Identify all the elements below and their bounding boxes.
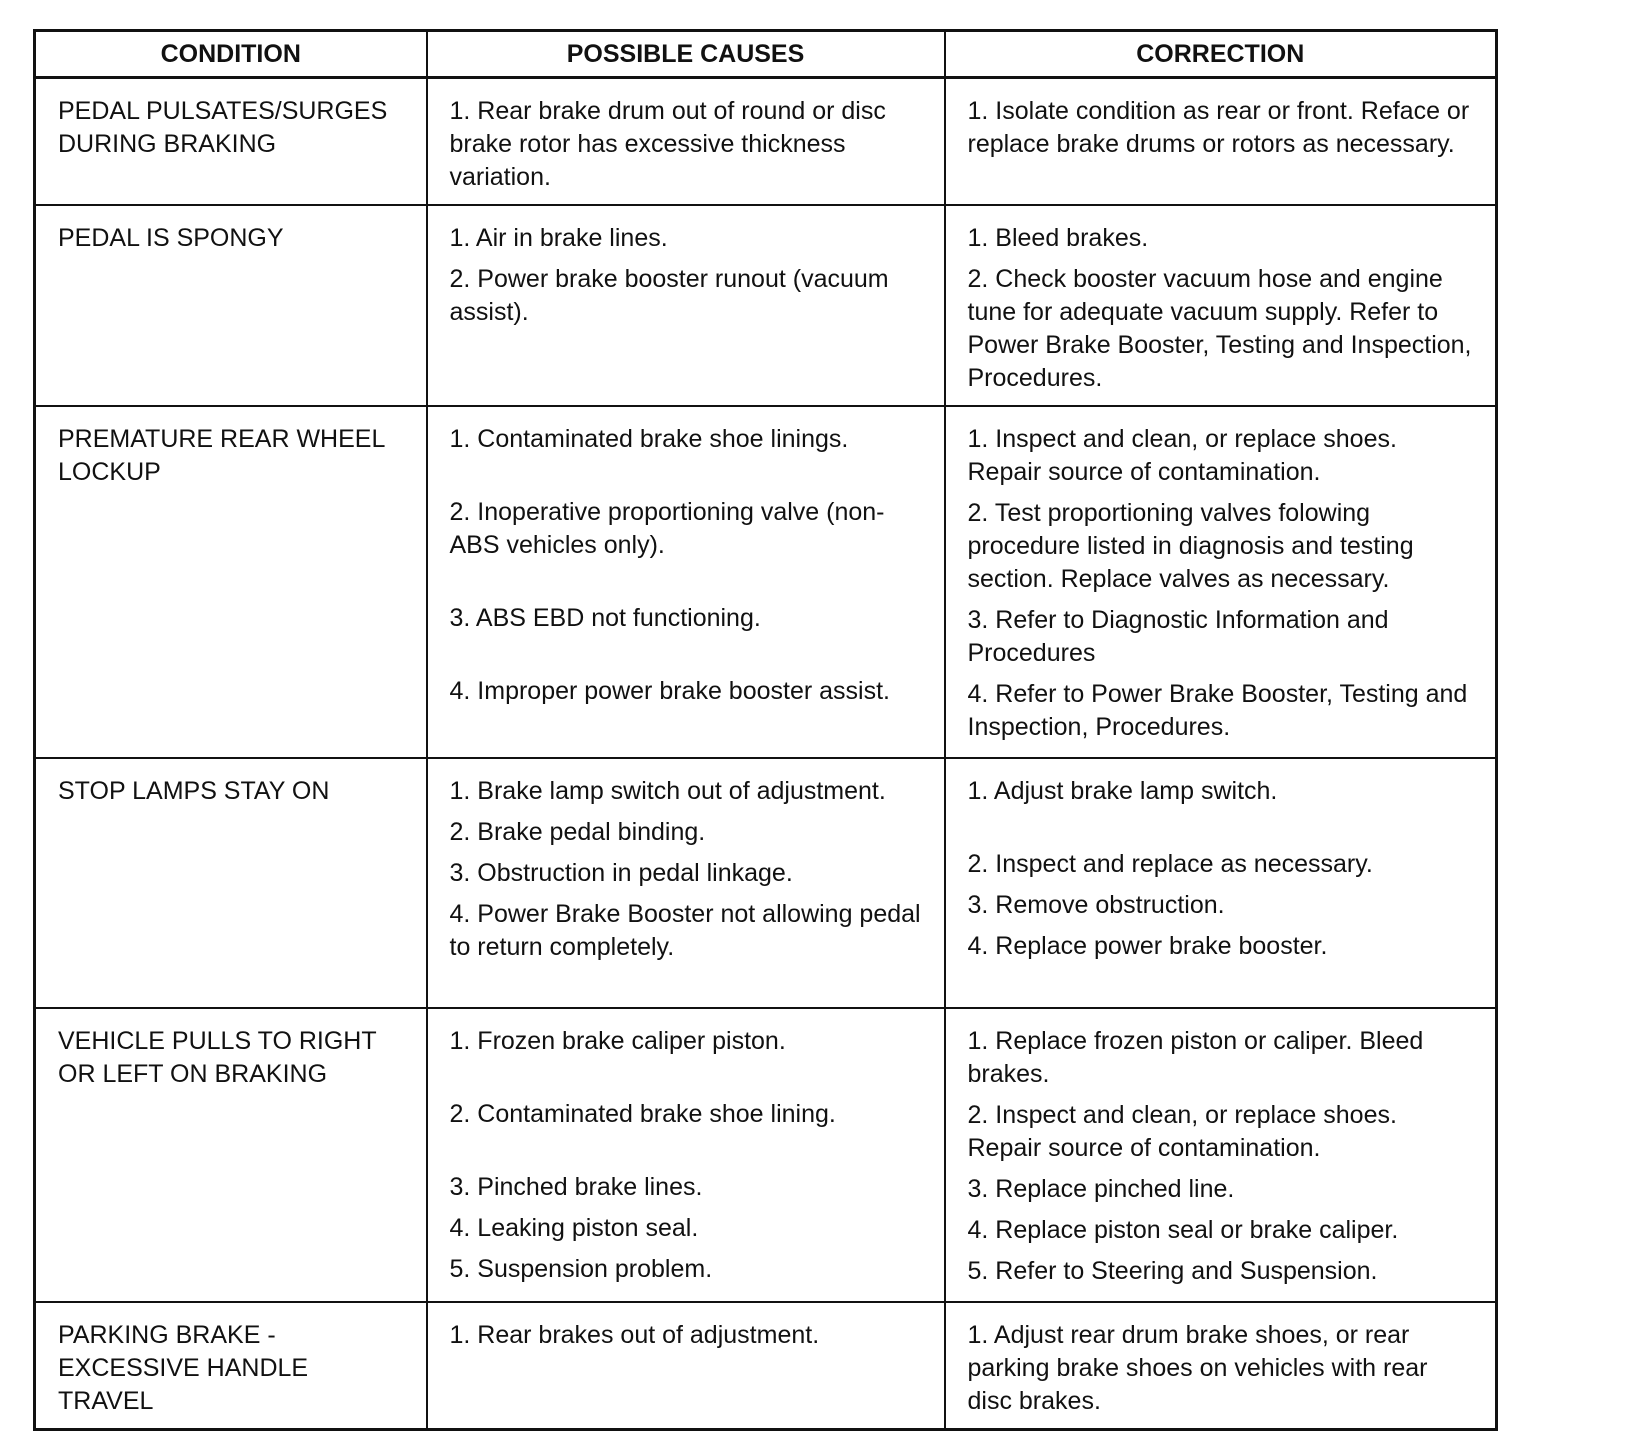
header-row: [35, 31, 1497, 78]
table-row: [35, 406, 1497, 758]
cause-item: 3. Pinched brake lines.: [449, 1173, 703, 1201]
causes-cell: [427, 205, 945, 406]
causes-cell: [427, 406, 945, 758]
correction-item: 5. Refer to Steering and Suspension.: [967, 1257, 1378, 1285]
cause-item: 4. Leaking piston seal.: [449, 1214, 699, 1242]
condition-text: VEHICLE PULLS TO RIGHT OR LEFT ON BRAKING: [58, 1027, 377, 1088]
cause-item: 1. Contaminated brake shoe linings.: [449, 425, 849, 453]
correction-item: 1. Bleed brakes.: [967, 224, 1149, 252]
correction-item: 3. Refer to Diagnostic Information and Procedures: [967, 606, 1389, 667]
condition-cell: [35, 406, 427, 758]
table-row: [35, 758, 1497, 1008]
cause-item: 1. Rear brakes out of adjustment.: [449, 1321, 820, 1349]
condition-text: PARKING BRAKE - EXCESSIVE HANDLE TRAVEL: [58, 1321, 309, 1415]
correction-cell: [945, 205, 1497, 406]
correction-item: 1. Inspect and clean, or replace shoes. Repair source of contamination.: [967, 425, 1397, 486]
cause-item: 1. Brake lamp switch out of adjustment.: [449, 777, 886, 805]
cause-item: 1. Frozen brake caliper piston.: [449, 1027, 786, 1055]
correction-item: 2. Inspect and replace as necessary.: [967, 850, 1373, 878]
correction-item: 4. Replace power brake booster.: [967, 932, 1328, 960]
cause-item: 5. Suspension problem.: [449, 1255, 713, 1283]
table-row: [35, 205, 1497, 406]
correction-item: 3. Remove obstruction.: [967, 891, 1225, 919]
condition-cell: [35, 78, 427, 206]
correction-item: 1. Adjust rear drum brake shoes, or rear parking brake shoes on vehicles with rear disc brakes.: [967, 1321, 1428, 1415]
header-condition: CONDITION: [35, 31, 427, 78]
cause-item: 3. Obstruction in pedal linkage.: [449, 859, 793, 887]
table-row: [35, 1008, 1497, 1302]
cause-item: 3. ABS EBD not functioning.: [449, 604, 761, 632]
correction-cell: [945, 406, 1497, 758]
header-correction: CORRECTION: [945, 31, 1497, 78]
correction-cell: [945, 1008, 1497, 1302]
condition-text: PEDAL PULSATES/SURGES DURING BRAKING: [58, 97, 388, 158]
table-header: [35, 31, 1497, 78]
cause-item: 2. Contaminated brake shoe lining.: [449, 1100, 836, 1128]
cause-item: 2. Inoperative proportioning valve (non-ABS vehicles only).: [449, 498, 885, 559]
condition-text: STOP LAMPS STAY ON: [58, 777, 330, 805]
condition-text: PREMATURE REAR WHEEL LOCKUP: [58, 425, 385, 486]
correction-cell: [945, 78, 1497, 206]
causes-cell: [427, 1008, 945, 1302]
causes-cell: [427, 1302, 945, 1430]
correction-item: 1. Adjust brake lamp switch.: [967, 777, 1278, 805]
correction-item: 2. Test proportioning valves folowing procedure listed in diagnosis and testing section. Replace valves as necessary.: [967, 499, 1414, 593]
cause-item: 4. Power Brake Booster not allowing pedal to return completely.: [449, 900, 921, 961]
correction-cell: [945, 758, 1497, 1008]
correction-cell: [945, 1302, 1497, 1430]
condition-cell: [35, 1302, 427, 1430]
condition-text: PEDAL IS SPONGY: [58, 224, 284, 252]
cause-item: 1. Air in brake lines.: [449, 224, 668, 252]
correction-item: 1. Replace frozen piston or caliper. Bleed brakes.: [967, 1027, 1424, 1088]
correction-item: 2. Check booster vacuum hose and engine tune for adequate vacuum supply. Refer to Power Brake Booster, Testing and Inspection, Procedures.: [967, 265, 1472, 392]
cause-item: 2. Brake pedal binding.: [449, 818, 706, 846]
diagnosis-table: [33, 29, 1498, 1431]
cause-item: 2. Power brake booster runout (vacuum assist).: [449, 265, 889, 326]
correction-item: 3. Replace pinched line.: [967, 1175, 1235, 1203]
header-possible-causes: POSSIBLE CAUSES: [427, 31, 945, 78]
causes-cell: [427, 78, 945, 206]
correction-item: 4. Refer to Power Brake Booster, Testing and Inspection, Procedures.: [967, 680, 1468, 741]
condition-cell: [35, 205, 427, 406]
causes-cell: [427, 758, 945, 1008]
correction-item: 1. Isolate condition as rear or front. Reface or replace brake drums or rotors as necessary.: [967, 97, 1470, 158]
table-row: [35, 1302, 1497, 1430]
correction-item: 4. Replace piston seal or brake caliper.: [967, 1216, 1399, 1244]
cause-item: 4. Improper power brake booster assist.: [449, 677, 890, 705]
condition-cell: [35, 758, 427, 1008]
cause-item: 1. Rear brake drum out of round or disc brake rotor has excessive thickness variation.: [449, 97, 886, 191]
correction-item: 2. Inspect and clean, or replace shoes. Repair source of contamination.: [967, 1101, 1397, 1162]
table-row: [35, 78, 1497, 206]
condition-cell: [35, 1008, 427, 1302]
